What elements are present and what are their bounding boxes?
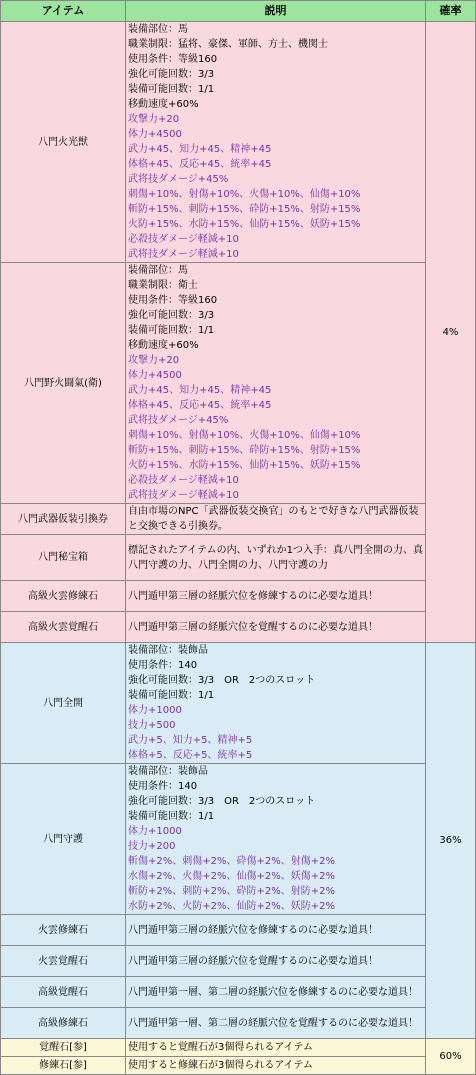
item-name: 火雲覚醒石 — [1, 946, 126, 977]
stat-line: 装備部位：馬 — [128, 265, 188, 276]
table-row — [1, 643, 476, 764]
table-row — [1, 915, 476, 946]
stat-line: 武力+45、知力+45、精神+45 — [128, 144, 272, 155]
stat-line: 武将技ダメージ+45% — [128, 174, 229, 185]
item-description — [126, 915, 426, 946]
item-description — [126, 643, 426, 764]
stat-line: 装備可能回数：1/1 — [128, 84, 215, 95]
header-item: アイテム — [1, 1, 126, 22]
rate-cell: 60% — [426, 1039, 476, 1075]
stat-line: 水傷+2%、火傷+2%、仙傷+2%、妖傷+2% — [128, 871, 335, 882]
item-name: 八門火光獣 — [1, 22, 126, 263]
stat-line: 武将技ダメージ軽減+10 — [128, 490, 239, 501]
stat-line: 攻撃力+20 — [128, 114, 180, 125]
item-description — [126, 1057, 426, 1075]
stat-line: 火防+15%、水防+15%、仙防+15%、妖防+15% — [128, 460, 361, 471]
stat-line: 使用条件：140 — [128, 660, 198, 671]
stat-line: 体力+4500 — [128, 370, 182, 381]
item-name: 八門守護 — [1, 764, 126, 915]
item-name: 覚醒石[参] — [1, 1039, 126, 1057]
item-description — [126, 1039, 426, 1057]
item-name: 修練石[参] — [1, 1057, 126, 1075]
stat-line: 移動速度+60% — [128, 340, 199, 351]
table-row — [1, 1008, 476, 1039]
stat-line: 装備可能回数：1/1 — [128, 690, 215, 701]
stat-line: 装備部位：馬 — [128, 24, 188, 35]
stat-line: 体力+4500 — [128, 129, 182, 140]
stat-line: 刺傷+10%、射傷+10%、火傷+10%、仙傷+10% — [128, 430, 361, 441]
stat-line: 使用条件：等級160 — [128, 295, 218, 306]
item-description-text: 八門遁甲第一層、第二層の経脈穴位を修練するのに必要な道具！ — [128, 986, 418, 998]
stat-line: 装備可能回数：1/1 — [128, 811, 215, 822]
item-description-text: 八門遁甲第一層、第二層の経脈穴位を覚醒するのに必要な道具！ — [128, 1017, 418, 1029]
rate-cell: 4% — [426, 22, 476, 643]
stat-line: 強化可能回数：3/3 — [128, 310, 215, 321]
table-row — [1, 581, 476, 612]
item-description — [126, 581, 426, 612]
item-description — [126, 1008, 426, 1039]
table-row — [1, 612, 476, 643]
stat-line: 必殺技ダメージ軽減+10 — [128, 475, 239, 486]
header-description: 説明 — [126, 1, 426, 22]
stat-line: 職業制限：猛将、豪傑、軍師、方士、機関士 — [128, 39, 328, 50]
item-description-text: 使用すると修練石が3個得られるアイテム — [128, 1060, 313, 1071]
stat-line: 必殺技ダメージ軽減+10 — [128, 234, 239, 245]
table-row — [1, 263, 476, 504]
stat-line: 武将技ダメージ軽減+10 — [128, 249, 239, 260]
table-row — [1, 1039, 476, 1057]
stat-line: 使用条件：140 — [128, 781, 198, 792]
table-row — [1, 535, 476, 581]
header-rate: 確率 — [426, 1, 476, 22]
stat-line: 斬傷+2%、刺傷+2%、砕傷+2%、射傷+2% — [128, 856, 335, 867]
item-name: 八門武器仮装引換券 — [1, 504, 126, 535]
table-row — [1, 764, 476, 915]
item-description — [126, 535, 426, 581]
table-row — [1, 504, 476, 535]
table-row — [1, 977, 476, 1008]
table-row — [1, 1057, 476, 1075]
item-name: 八門秘宝箱 — [1, 535, 126, 581]
stat-line: 体力+1000 — [128, 826, 182, 837]
stat-line: 装備部位：装飾品 — [128, 766, 208, 777]
rate-cell: 36% — [426, 643, 476, 1039]
item-description — [126, 22, 426, 263]
stat-line: 水防+2%、火防+2%、仙防+2%、妖防+2% — [128, 901, 335, 912]
stat-line: 体格+5、反応+5、統率+5 — [128, 750, 253, 761]
stat-line: 武将技ダメージ+45% — [128, 415, 229, 426]
item-description-text: 自由市場のNPC「武器仮装交換官」のもとで好きな八門武器仮装と交換できる引換券。 — [128, 506, 419, 532]
item-description-text: 八門遁甲第三層の経脈穴位を覚醒するのに必要な道具！ — [128, 955, 378, 967]
stat-line: 技力+200 — [128, 841, 176, 852]
stat-line: 職業制限：衛士 — [128, 280, 198, 291]
stat-line: 刺傷+10%、射傷+10%、火傷+10%、仙傷+10% — [128, 189, 361, 200]
stat-line: 装備可能回数：1/1 — [128, 325, 215, 336]
item-description — [126, 263, 426, 504]
stat-line: 体格+45、反応+45、統率+45 — [128, 159, 272, 170]
item-name: 八門全開 — [1, 643, 126, 764]
item-description — [126, 504, 426, 535]
stat-line: 火防+15%、水防+15%、仙防+15%、妖防+15% — [128, 219, 361, 230]
stat-line: 装備部位：装飾品 — [128, 645, 208, 656]
stat-line: 武力+5、知力+5、精神+5 — [128, 735, 253, 746]
table-row — [1, 22, 476, 263]
stat-line: 攻撃力+20 — [128, 355, 180, 366]
item-name: 火雲修練石 — [1, 915, 126, 946]
item-description — [126, 764, 426, 915]
item-description — [126, 977, 426, 1008]
item-description — [126, 946, 426, 977]
stat-line: 体格+45、反応+45、統率+45 — [128, 400, 272, 411]
item-name: 八門野火闘氣(衛) — [1, 263, 126, 504]
stat-line: 技力+500 — [128, 720, 176, 731]
item-description — [126, 612, 426, 643]
table-row — [1, 946, 476, 977]
header-row — [1, 1, 476, 22]
item-name: 高級覚醒石 — [1, 977, 126, 1008]
item-description-text: 八門遁甲第三層の経脈穴位を覚醒するのに必要な道具！ — [128, 621, 378, 633]
stat-line: 使用条件：等級160 — [128, 54, 218, 65]
stat-line: 武力+45、知力+45、精神+45 — [128, 385, 272, 396]
item-description-text: 標記されたアイテムの内、いずれか1つ入手：真八門全開の力、真八門守護の力、八門全開の力、八門守護の力 — [128, 544, 423, 571]
item-name: 高級火雲修練石 — [1, 581, 126, 612]
item-name: 高級修練石 — [1, 1008, 126, 1039]
stat-line: 強化可能回数：3/3 OR 2つのスロット — [128, 675, 316, 686]
stat-line: 強化可能回数：3/3 — [128, 69, 215, 80]
stat-line: 斬防+15%、刺防+15%、砕防+15%、射防+15% — [128, 445, 361, 456]
item-description-text: 八門遁甲第三層の経脈穴位を修練するのに必要な道具！ — [128, 924, 378, 936]
item-name: 高級火雲覚醒石 — [1, 612, 126, 643]
item-description-text: 八門遁甲第三層の経脈穴位を修練するのに必要な道具！ — [128, 590, 378, 602]
stat-line: 体力+1000 — [128, 705, 182, 716]
stat-line: 斬防+2%、刺防+2%、砕防+2%、射防+2% — [128, 886, 335, 897]
stat-line: 斬防+15%、刺防+15%、砕防+15%、射防+15% — [128, 204, 361, 215]
item-description-text: 使用すると覚醒石が3個得られるアイテム — [128, 1042, 313, 1053]
stat-line: 移動速度+60% — [128, 99, 199, 110]
stat-line: 強化可能回数：3/3 OR 2つのスロット — [128, 796, 316, 807]
